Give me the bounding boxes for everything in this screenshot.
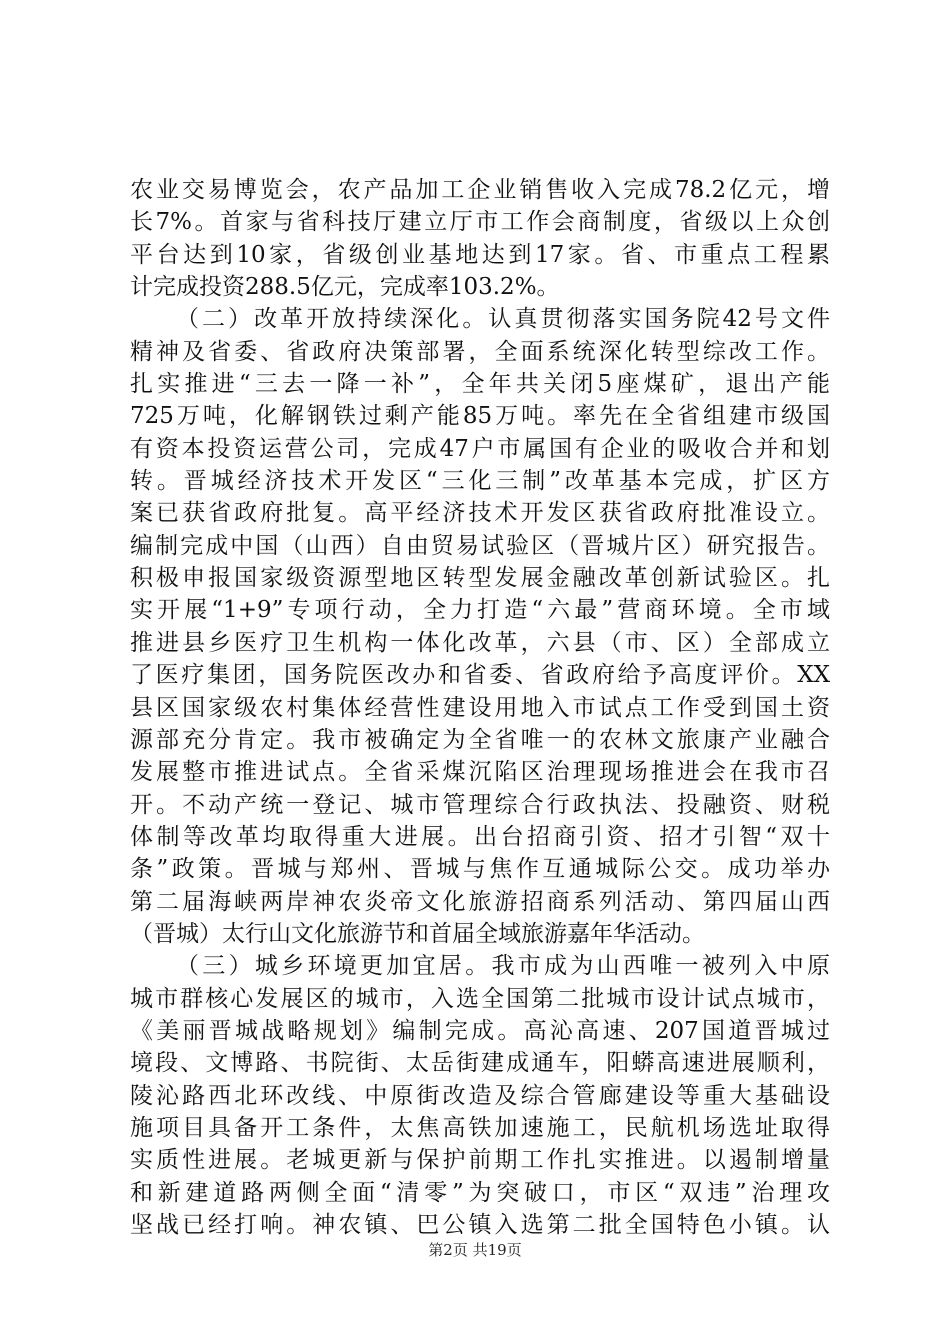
text-line: 平台达到10家，省级创业基地达到17家。省、市重点工程累: [130, 241, 830, 268]
text-line: 开。不动产统一登记、城市管理综合行政执法、投融资、财税: [130, 791, 830, 818]
text-line: 有资本投资运营公司，完成47户市属国有企业的吸收合并和划: [130, 435, 830, 462]
page-number-footer: 第2页 共19页: [428, 1241, 522, 1259]
text-line: 实质性进展。老城更新与保护前期工作扎实推进。以遏制增量: [130, 1147, 830, 1174]
text-line: 精神及省委、省政府决策部署，全面系统深化转型综改工作。: [130, 338, 830, 365]
paragraph-first-line: （二）改革开放持续深化。认真贯彻落实国务院42号文件: [176, 306, 830, 333]
text-line: 转。晋城经济技术开发区“三化三制”改革基本完成，扩区方: [130, 468, 830, 495]
text-line: 长7%。首家与省科技厅建立厅市工作会商制度，省级以上众创: [130, 209, 830, 236]
paragraph-first-line: （三）城乡环境更加宜居。我市成为山西唯一被列入中原: [176, 953, 830, 980]
text-line: 扎实推进“三去一降一补”，全年共关闭5座煤矿，退出产能: [130, 371, 830, 398]
text-line: 《美丽晋城战略规划》编制完成。高沁高速、207国道晋城过: [130, 1017, 830, 1044]
document-body: [130, 174, 830, 1241]
text-line: 境段、文博路、书院街、太岳街建成通车，阳蟒高速进展顺利，: [130, 1050, 830, 1077]
text-line: 实开展“1+9”专项行动，全力打造“六最”营商环境。全市域: [130, 597, 830, 624]
text-line: 725万吨，化解钢铁过剩产能85万吨。率先在全省组建市级国: [130, 403, 830, 430]
text-line: 计完成投资288.5亿元，完成率103.2%。: [130, 274, 560, 301]
text-line: 案已获省政府批复。高平经济技术开发区获省政府批准设立。: [130, 500, 830, 527]
text-line: 积极申报国家级资源型地区转型发展金融改革创新试验区。扎: [130, 565, 830, 592]
text-line: 编制完成中国（山西）自由贸易试验区（晋城片区）研究报告。: [130, 532, 830, 559]
text-line: 施项目具备开工条件，太焦高铁加速施工，民航机场选址取得: [130, 1114, 830, 1141]
text-line: 城市群核心发展区的城市，入选全国第二批城市设计试点城市，: [130, 985, 830, 1012]
text-line: 了医疗集团，国务院医改办和省委、省政府给予高度评价。XX: [130, 662, 830, 689]
text-line: 陵沁路西北环改线、中原街改造及综合管廊建设等重大基础设: [130, 1082, 830, 1109]
text-line: 条”政策。晋城与郑州、晋城与焦作互通城际公交。成功举办: [130, 856, 830, 883]
text-line: 和新建道路两侧全面“清零”为突破口，市区“双违”治理攻: [130, 1179, 830, 1206]
text-line: 推进县乡医疗卫生机构一体化改革，六县（市、区）全部成立: [130, 629, 830, 656]
text-line: 源部充分肯定。我市被确定为全省唯一的农林文旅康产业融合: [130, 726, 830, 753]
text-line: 县区国家级农村集体经营性建设用地入市试点工作受到国土资: [130, 694, 830, 721]
text-line: 发展整市推进试点。全省采煤沉陷区治理现场推进会在我市召: [130, 759, 830, 786]
text-line: 农业交易博览会，农产品加工企业销售收入完成78.2亿元，增: [130, 177, 830, 203]
text-line: 坚战已经打响。神农镇、巴公镇入选第二批全国特色小镇。认: [130, 1212, 830, 1238]
text-line: 第二届海峡两岸神农炎帝文化旅游招商系列活动、第四届山西: [130, 888, 830, 915]
text-line: 体制等改革均取得重大进展。出台招商引资、招才引智“双十: [130, 823, 830, 850]
text-line: （晋城）太行山文化旅游节和首届全域旅游嘉年华活动。: [130, 920, 705, 947]
